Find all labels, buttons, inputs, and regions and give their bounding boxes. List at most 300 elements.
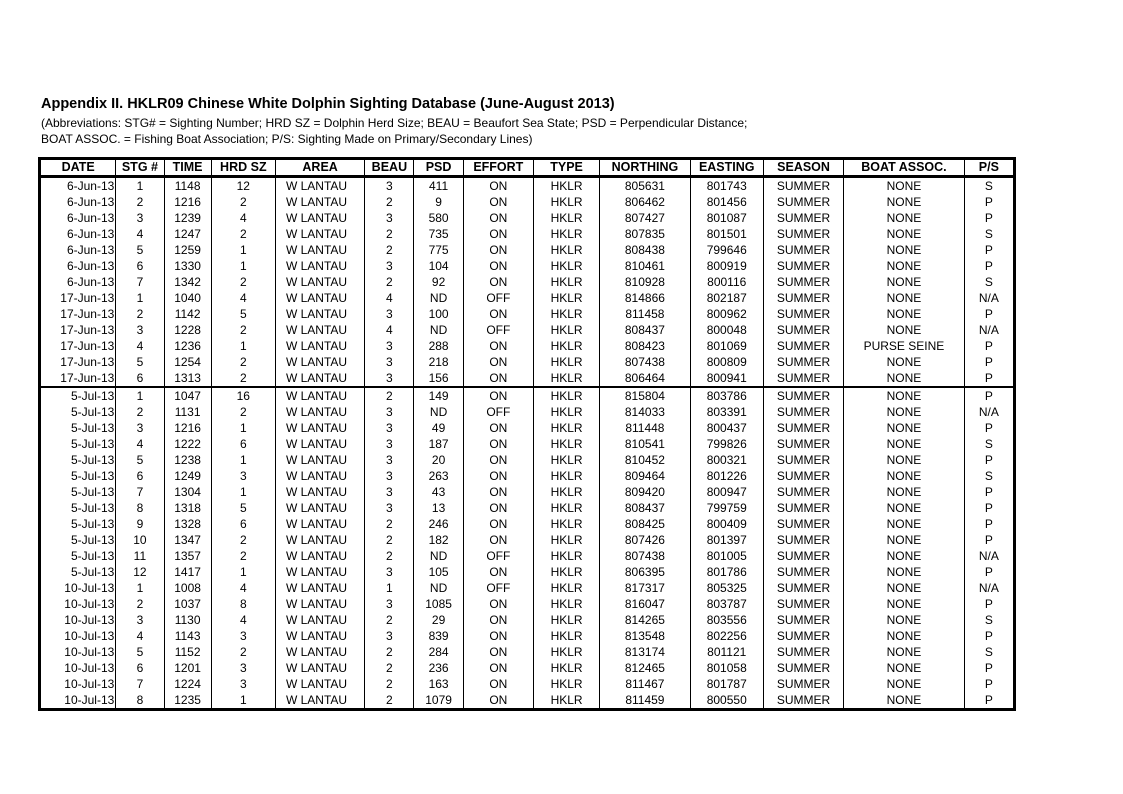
table-row (40, 516, 1015, 532)
cell-type: HKLR (533, 468, 599, 484)
cell-area: W LANTAU (275, 354, 364, 370)
table-header-row (40, 159, 1015, 177)
cell-boat-assoc: NONE (844, 354, 964, 370)
table-row (40, 404, 1015, 420)
cell-beaufort: 3 (365, 210, 414, 226)
cell-effort: ON (463, 596, 533, 612)
cell-beaufort: 3 (365, 564, 414, 580)
cell-boat-assoc: NONE (844, 436, 964, 452)
cell-herd-size: 1 (211, 452, 275, 468)
cell-type: HKLR (533, 644, 599, 660)
cell-easting: 805325 (690, 580, 763, 596)
cell-season: SUMMER (763, 177, 843, 195)
cell-season: SUMMER (763, 644, 843, 660)
cell-effort: ON (463, 500, 533, 516)
cell-beaufort: 3 (365, 628, 414, 644)
column-header-psd: PSD (414, 159, 463, 177)
cell-beaufort: 2 (365, 644, 414, 660)
cell-herd-size: 4 (211, 210, 275, 226)
column-header-date: DATE (40, 159, 116, 177)
cell-effort: ON (463, 370, 533, 387)
cell-psd: ND (414, 322, 463, 338)
cell-time: 1047 (164, 387, 211, 404)
cell-time: 1249 (164, 468, 211, 484)
cell-area: W LANTAU (275, 484, 364, 500)
cell-northing: 814265 (600, 612, 690, 628)
cell-beaufort: 2 (365, 516, 414, 532)
cell-stg-number: 7 (116, 484, 164, 500)
cell-northing: 807438 (600, 548, 690, 564)
cell-beaufort: 4 (365, 322, 414, 338)
cell-herd-size: 2 (211, 274, 275, 290)
cell-stg-number: 12 (116, 564, 164, 580)
cell-area: W LANTAU (275, 596, 364, 612)
cell-psd: 1085 (414, 596, 463, 612)
cell-effort: ON (463, 612, 533, 628)
cell-northing: 810928 (600, 274, 690, 290)
cell-season: SUMMER (763, 532, 843, 548)
cell-psd: 735 (414, 226, 463, 242)
cell-stg-number: 8 (116, 692, 164, 710)
cell-beaufort: 2 (365, 660, 414, 676)
cell-type: HKLR (533, 628, 599, 644)
cell-stg-number: 1 (116, 580, 164, 596)
cell-area: W LANTAU (275, 177, 364, 195)
table-row (40, 306, 1015, 322)
cell-primary-secondary: P (964, 387, 1014, 404)
cell-beaufort: 3 (365, 354, 414, 370)
table-row (40, 660, 1015, 676)
cell-stg-number: 6 (116, 258, 164, 274)
cell-date: 6-Jun-13 (66, 211, 115, 225)
cell-boat-assoc: NONE (844, 532, 964, 548)
cell-psd: 29 (414, 612, 463, 628)
cell-effort: ON (463, 660, 533, 676)
cell-date: 5-Jul-13 (70, 501, 115, 515)
cell-easting: 801743 (690, 177, 763, 195)
cell-boat-assoc: NONE (844, 387, 964, 404)
cell-boat-assoc: PURSE SEINE (844, 338, 964, 354)
cell-effort: ON (463, 436, 533, 452)
cell-boat-assoc: NONE (844, 210, 964, 226)
cell-time: 1318 (164, 500, 211, 516)
cell-date: 17-Jun-13 (40, 370, 116, 387)
cell-time: 1259 (164, 242, 211, 258)
cell-season: SUMMER (763, 354, 843, 370)
cell-herd-size: 16 (211, 387, 275, 404)
table-row (40, 354, 1015, 370)
cell-date: 6-Jun-13 (66, 243, 115, 257)
cell-psd: 218 (414, 354, 463, 370)
cell-easting: 801786 (690, 564, 763, 580)
cell-easting: 800919 (690, 258, 763, 274)
cell-primary-secondary: S (964, 177, 1014, 195)
cell-northing: 806464 (600, 370, 690, 387)
cell-easting: 800409 (690, 516, 763, 532)
cell-primary-secondary: S (964, 612, 1014, 628)
cell-time: 1313 (164, 370, 211, 387)
cell-stg-number: 4 (116, 628, 164, 644)
cell-type: HKLR (533, 210, 599, 226)
cell-type: HKLR (533, 226, 599, 242)
cell-boat-assoc: NONE (844, 370, 964, 387)
cell-northing: 808423 (600, 338, 690, 354)
cell-time: 1201 (164, 660, 211, 676)
cell-stg-number: 8 (116, 500, 164, 516)
cell-northing: 807835 (600, 226, 690, 242)
cell-type: HKLR (533, 404, 599, 420)
cell-primary-secondary: P (964, 242, 1014, 258)
cell-time: 1148 (164, 177, 211, 195)
cell-stg-number: 2 (116, 596, 164, 612)
table-row (40, 242, 1015, 258)
cell-herd-size: 1 (211, 564, 275, 580)
cell-stg-number: 3 (116, 420, 164, 436)
cell-beaufort: 2 (365, 274, 414, 290)
cell-area: W LANTAU (275, 290, 364, 306)
cell-effort: ON (463, 644, 533, 660)
cell-primary-secondary: S (964, 274, 1014, 290)
cell-season: SUMMER (763, 436, 843, 452)
cell-northing: 806395 (600, 564, 690, 580)
cell-stg-number: 6 (116, 370, 164, 387)
cell-psd: 182 (414, 532, 463, 548)
table-header (40, 159, 1015, 177)
cell-effort: ON (463, 484, 533, 500)
cell-northing: 806462 (600, 194, 690, 210)
column-header-herd-size: HRD SZ (211, 159, 275, 177)
cell-psd: 263 (414, 468, 463, 484)
cell-season: SUMMER (763, 322, 843, 338)
cell-beaufort: 3 (365, 306, 414, 322)
cell-primary-secondary: P (964, 692, 1014, 710)
cell-time: 1131 (164, 404, 211, 420)
cell-easting: 803391 (690, 404, 763, 420)
cell-area: W LANTAU (275, 692, 364, 710)
cell-beaufort: 3 (365, 596, 414, 612)
table-row (40, 468, 1015, 484)
cell-type: HKLR (533, 354, 599, 370)
cell-date: 5-Jul-13 (70, 437, 115, 451)
cell-primary-secondary: P (964, 338, 1014, 354)
cell-psd: 775 (414, 242, 463, 258)
cell-boat-assoc: NONE (844, 548, 964, 564)
cell-primary-secondary: P (964, 676, 1014, 692)
cell-effort: ON (463, 210, 533, 226)
cell-type: HKLR (533, 564, 599, 580)
cell-season: SUMMER (763, 628, 843, 644)
cell-herd-size: 8 (211, 596, 275, 612)
cell-psd: 105 (414, 564, 463, 580)
cell-primary-secondary: P (964, 354, 1014, 370)
cell-psd: 149 (414, 387, 463, 404)
cell-beaufort: 3 (365, 258, 414, 274)
cell-date: 10-Jul-13 (64, 645, 115, 659)
cell-beaufort: 3 (365, 500, 414, 516)
cell-primary-secondary: P (964, 452, 1014, 468)
column-header-easting: EASTING (690, 159, 763, 177)
table-row (40, 290, 1015, 306)
cell-effort: ON (463, 226, 533, 242)
cell-season: SUMMER (763, 387, 843, 404)
cell-boat-assoc: NONE (844, 290, 964, 306)
cell-stg-number: 3 (116, 210, 164, 226)
cell-stg-number: 2 (116, 404, 164, 420)
cell-time: 1040 (164, 290, 211, 306)
cell-time: 1236 (164, 338, 211, 354)
cell-type: HKLR (533, 484, 599, 500)
cell-date: 5-Jul-13 (70, 421, 115, 435)
cell-date: 6-Jun-13 (66, 259, 115, 273)
cell-herd-size: 2 (211, 548, 275, 564)
cell-time: 1342 (164, 274, 211, 290)
cell-primary-secondary: S (964, 468, 1014, 484)
cell-northing: 816047 (600, 596, 690, 612)
cell-effort: ON (463, 354, 533, 370)
cell-effort: ON (463, 676, 533, 692)
cell-date: 10-Jul-13 (64, 613, 115, 627)
cell-boat-assoc: NONE (844, 580, 964, 596)
cell-effort: OFF (463, 548, 533, 564)
cell-psd: 1079 (414, 692, 463, 710)
table-row (40, 484, 1015, 500)
cell-herd-size: 5 (211, 500, 275, 516)
cell-date: 10-Jul-13 (64, 661, 115, 675)
cell-easting: 801226 (690, 468, 763, 484)
cell-type: HKLR (533, 194, 599, 210)
cell-type: HKLR (533, 258, 599, 274)
cell-type: HKLR (533, 274, 599, 290)
cell-effort: ON (463, 516, 533, 532)
cell-type: HKLR (533, 338, 599, 354)
cell-effort: OFF (463, 580, 533, 596)
cell-easting: 801087 (690, 210, 763, 226)
cell-boat-assoc: NONE (844, 468, 964, 484)
column-header-beaufort: BEAU (365, 159, 414, 177)
cell-beaufort: 2 (365, 387, 414, 404)
cell-northing: 814033 (600, 404, 690, 420)
cell-boat-assoc: NONE (844, 644, 964, 660)
cell-psd: 839 (414, 628, 463, 644)
column-header-effort: EFFORT (463, 159, 533, 177)
column-header-time: TIME (164, 159, 211, 177)
cell-boat-assoc: NONE (844, 500, 964, 516)
cell-area: W LANTAU (275, 420, 364, 436)
cell-boat-assoc: NONE (844, 177, 964, 195)
cell-beaufort: 2 (365, 612, 414, 628)
cell-northing: 808437 (600, 322, 690, 338)
cell-stg-number: 3 (116, 322, 164, 338)
cell-date: 10-Jul-13 (64, 597, 115, 611)
cell-primary-secondary: N/A (964, 404, 1014, 420)
cell-northing: 813174 (600, 644, 690, 660)
cell-stg-number: 6 (116, 468, 164, 484)
cell-stg-number: 10 (116, 532, 164, 548)
cell-date: 6-Jun-13 (66, 179, 115, 193)
cell-type: HKLR (533, 548, 599, 564)
cell-effort: ON (463, 274, 533, 290)
cell-season: SUMMER (763, 274, 843, 290)
cell-area: W LANTAU (275, 660, 364, 676)
cell-area: W LANTAU (275, 468, 364, 484)
cell-effort: ON (463, 242, 533, 258)
cell-northing: 811459 (600, 692, 690, 710)
cell-time: 1357 (164, 548, 211, 564)
table-row (40, 532, 1015, 548)
cell-easting: 801397 (690, 532, 763, 548)
cell-area: W LANTAU (275, 194, 364, 210)
cell-easting: 800962 (690, 306, 763, 322)
cell-herd-size: 1 (211, 242, 275, 258)
cell-time: 1130 (164, 612, 211, 628)
cell-type: HKLR (533, 532, 599, 548)
cell-easting: 801501 (690, 226, 763, 242)
cell-primary-secondary: N/A (964, 322, 1014, 338)
cell-area: W LANTAU (275, 628, 364, 644)
cell-stg-number: 11 (116, 548, 164, 564)
cell-effort: ON (463, 194, 533, 210)
column-header-type: TYPE (533, 159, 599, 177)
cell-area: W LANTAU (275, 210, 364, 226)
cell-beaufort: 4 (365, 290, 414, 306)
column-header-northing: NORTHING (600, 159, 690, 177)
cell-herd-size: 1 (211, 258, 275, 274)
cell-primary-secondary: P (964, 532, 1014, 548)
cell-time: 1143 (164, 628, 211, 644)
cell-stg-number: 7 (116, 274, 164, 290)
cell-primary-secondary: S (964, 644, 1014, 660)
cell-time: 1238 (164, 452, 211, 468)
cell-boat-assoc: NONE (844, 274, 964, 290)
cell-season: SUMMER (763, 660, 843, 676)
cell-time: 1037 (164, 596, 211, 612)
cell-herd-size: 4 (211, 612, 275, 628)
cell-beaufort: 3 (365, 468, 414, 484)
cell-effort: ON (463, 387, 533, 404)
cell-psd: 236 (414, 660, 463, 676)
table-row (40, 226, 1015, 242)
cell-type: HKLR (533, 436, 599, 452)
cell-northing: 810541 (600, 436, 690, 452)
cell-season: SUMMER (763, 612, 843, 628)
cell-easting: 803556 (690, 612, 763, 628)
cell-herd-size: 4 (211, 580, 275, 596)
cell-beaufort: 3 (365, 484, 414, 500)
cell-date: 5-Jul-13 (70, 389, 115, 403)
table-row (40, 564, 1015, 580)
table-row (40, 628, 1015, 644)
cell-area: W LANTAU (275, 532, 364, 548)
cell-stg-number: 6 (116, 660, 164, 676)
table-row (40, 370, 1015, 387)
cell-herd-size: 2 (211, 404, 275, 420)
cell-area: W LANTAU (275, 644, 364, 660)
cell-area: W LANTAU (275, 306, 364, 322)
cell-stg-number: 7 (116, 676, 164, 692)
cell-primary-secondary: N/A (964, 548, 1014, 564)
cell-boat-assoc: NONE (844, 452, 964, 468)
cell-type: HKLR (533, 420, 599, 436)
cell-time: 1216 (164, 420, 211, 436)
cell-northing: 809420 (600, 484, 690, 500)
cell-stg-number: 5 (116, 242, 164, 258)
cell-type: HKLR (533, 596, 599, 612)
cell-northing: 811448 (600, 420, 690, 436)
cell-season: SUMMER (763, 370, 843, 387)
cell-season: SUMMER (763, 468, 843, 484)
cell-date: 6-Jun-13 (66, 227, 115, 241)
cell-area: W LANTAU (275, 612, 364, 628)
cell-easting: 800941 (690, 370, 763, 387)
cell-herd-size: 2 (211, 354, 275, 370)
cell-psd: 156 (414, 370, 463, 387)
cell-area: W LANTAU (275, 274, 364, 290)
cell-area: W LANTAU (275, 452, 364, 468)
cell-northing: 807427 (600, 210, 690, 226)
cell-type: HKLR (533, 660, 599, 676)
cell-primary-secondary: P (964, 210, 1014, 226)
cell-season: SUMMER (763, 210, 843, 226)
cell-northing: 808425 (600, 516, 690, 532)
cell-herd-size: 1 (211, 692, 275, 710)
cell-boat-assoc: NONE (844, 420, 964, 436)
cell-season: SUMMER (763, 548, 843, 564)
cell-effort: ON (463, 306, 533, 322)
cell-effort: ON (463, 177, 533, 195)
cell-herd-size: 3 (211, 676, 275, 692)
cell-season: SUMMER (763, 596, 843, 612)
cell-easting: 800550 (690, 692, 763, 710)
table-body (40, 177, 1015, 710)
cell-easting: 799646 (690, 242, 763, 258)
cell-time: 1239 (164, 210, 211, 226)
abbreviations-line-1: (Abbreviations: STG# = Sighting Number; HRD SZ = Dolphin Herd Size; BEAU = Beaufort Sea State; PSD = Perpendicular Distance; (41, 116, 748, 130)
cell-stg-number: 3 (116, 612, 164, 628)
cell-date: 5-Jul-13 (70, 485, 115, 499)
cell-area: W LANTAU (275, 370, 364, 387)
cell-date: 17-Jun-13 (60, 355, 115, 369)
cell-beaufort: 1 (365, 580, 414, 596)
cell-beaufort: 3 (365, 420, 414, 436)
table-row (40, 322, 1015, 338)
cell-herd-size: 6 (211, 436, 275, 452)
cell-boat-assoc: NONE (844, 306, 964, 322)
cell-area: W LANTAU (275, 387, 364, 404)
cell-easting: 803787 (690, 596, 763, 612)
cell-season: SUMMER (763, 258, 843, 274)
cell-psd: 43 (414, 484, 463, 500)
cell-effort: ON (463, 532, 533, 548)
cell-easting: 801787 (690, 676, 763, 692)
abbreviations-line-2: BOAT ASSOC. = Fishing Boat Association; P/S: Sighting Made on Primary/Secondary Lines) (41, 132, 533, 146)
cell-time: 1254 (164, 354, 211, 370)
cell-type: HKLR (533, 322, 599, 338)
cell-herd-size: 12 (211, 177, 275, 195)
cell-season: SUMMER (763, 452, 843, 468)
cell-primary-secondary: P (964, 306, 1014, 322)
cell-season: SUMMER (763, 564, 843, 580)
cell-stg-number: 9 (116, 516, 164, 532)
cell-effort: ON (463, 628, 533, 644)
cell-season: SUMMER (763, 500, 843, 516)
cell-psd: 187 (414, 436, 463, 452)
cell-easting: 799759 (690, 500, 763, 516)
cell-boat-assoc: NONE (844, 660, 964, 676)
cell-primary-secondary: P (964, 194, 1014, 210)
cell-primary-secondary: P (964, 628, 1014, 644)
cell-primary-secondary: S (964, 226, 1014, 242)
cell-area: W LANTAU (275, 226, 364, 242)
